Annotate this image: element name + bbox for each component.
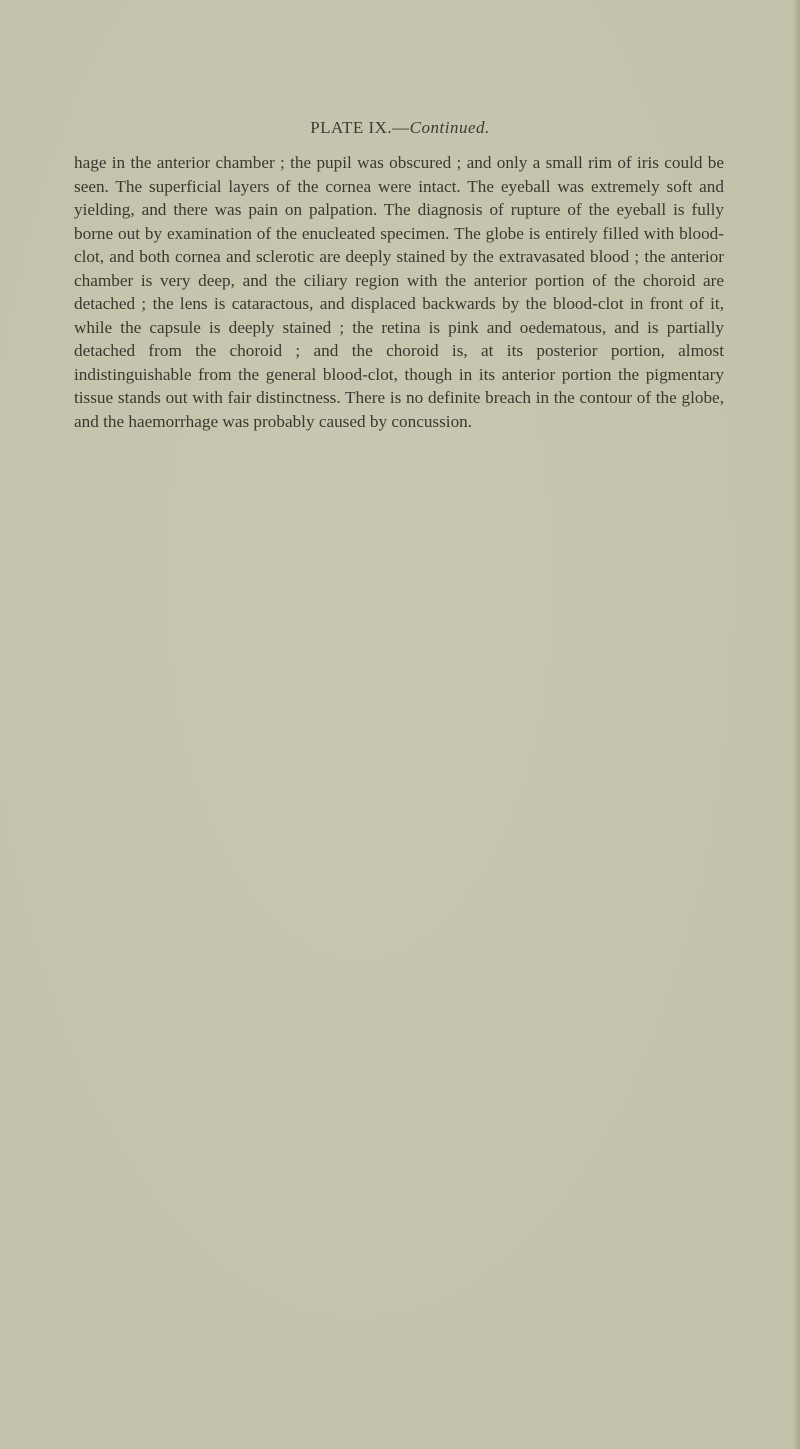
plate-heading [0,118,800,138]
body-paragraph: hage in the anterior chamber ; the pupil was obscured ; and only a small rim of iris could be seen. The superficial layers of the cornea were intact. The eyeball was extremely soft and yielding, and there was pain on palpation. The diagnosis of rupture of the eyeball is fully borne out by examination of the enucleated specimen. The globe is entirely filled with blood-clot, and both cornea and sclerotic are deeply stained by the extravasated blood ; the anterior chamber is very deep, and the ciliary region with the anterior portion of the choroid are detached ; the lens is cataractous, and displaced backwards by the blood-clot in front of it, while the capsule is deeply stained ; the retina is pink and oedematous, and is partially detached from the choroid ; and the choroid is, at its posterior portion, almost indistinguishable from the general blood-clot, though in its anterior portion the pigmentary tissue stands out with fair distinctness. There is no definite breach in the contour of the globe, and the haemorrhage was probably caused by concussion. [74,153,724,431]
continued-label: Continued. [409,118,490,137]
page-edge-shadow [792,0,800,1449]
heading-separator: — [392,118,410,137]
plate-title: PLATE IX. [310,118,393,137]
